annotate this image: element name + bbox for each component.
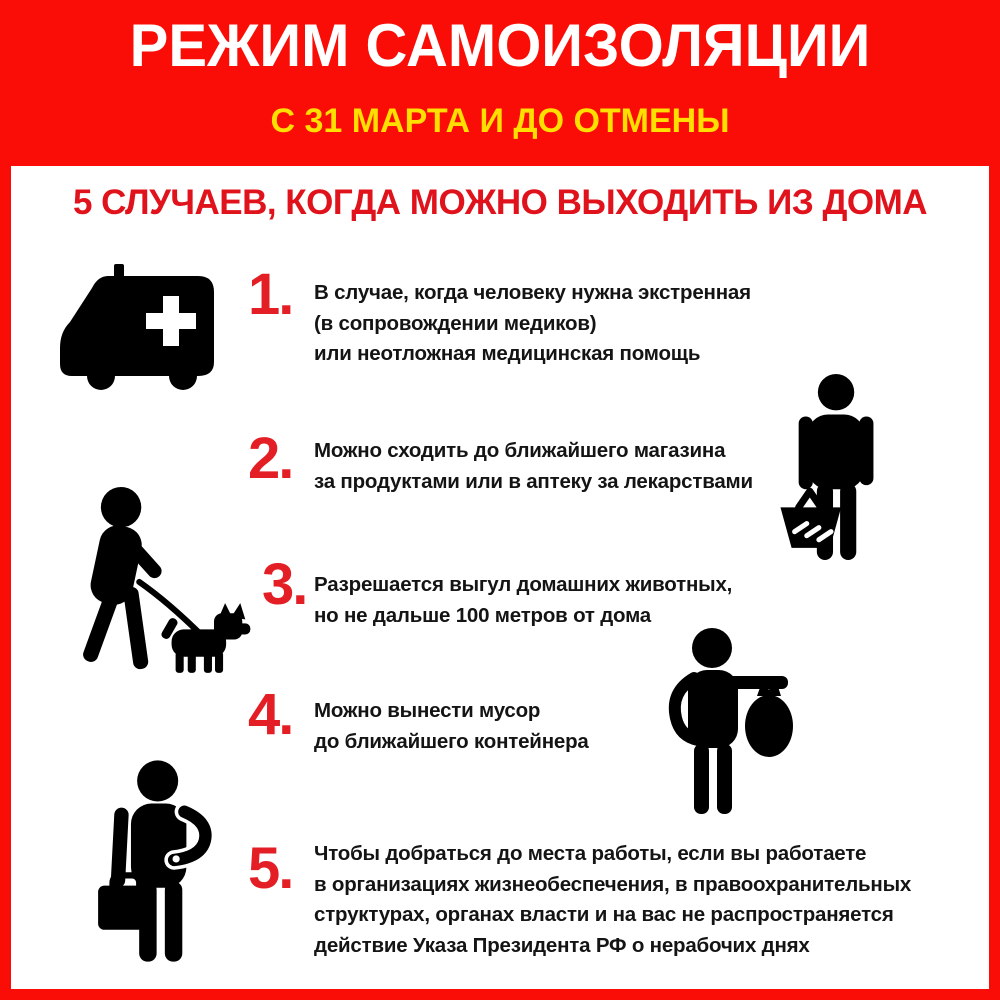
- item-number: 3.: [262, 552, 307, 617]
- dog-walker-icon: [70, 486, 258, 688]
- item-text-line: действие Указа Президента РФ о нерабочих днях: [314, 933, 810, 957]
- item-text-line: Разрешается выгул домашних животных,: [314, 573, 733, 596]
- poster-title: РЕЖИМ САМОИЗОЛЯЦИИ: [129, 11, 871, 80]
- item-text-line: Можно сходить до ближайшего магазина: [314, 439, 726, 462]
- item-text-line: в организациях жизнеобеспечения, в правоохранительных: [314, 872, 912, 896]
- item-text-line: за продуктами или в аптеку за лекарствами: [314, 469, 753, 493]
- item-text: [314, 839, 911, 961]
- item-text: [314, 436, 753, 497]
- item-text-line: Чтобы добраться до места работы, если вы работаете: [314, 842, 867, 865]
- item-number: 1.: [248, 262, 293, 327]
- worker-with-briefcase-icon: [94, 758, 248, 964]
- item-text: [314, 696, 589, 757]
- ambulance-icon: [44, 262, 226, 394]
- poster-subtitle: С 31 МАРТА И ДО ОТМЕНЫ: [270, 102, 730, 140]
- item-text-line: В случае, когда человеку нужна экстренная: [314, 281, 751, 304]
- item-text-line: структурах, органах власти и на вас не распространяется: [314, 903, 894, 926]
- person-with-trash-bag-icon: [664, 626, 798, 816]
- shopper-with-basket-icon: [760, 372, 902, 564]
- item-text: [314, 278, 751, 370]
- item-number: 5.: [248, 836, 293, 901]
- item-text-line: или неотложная медицинская помощь: [314, 342, 701, 365]
- item-text-line: но не дальше 100 метров от дома: [314, 603, 651, 627]
- item-text-line: до ближайшего контейнера: [314, 729, 589, 753]
- item-text-line: Можно вынести мусор: [314, 699, 541, 722]
- item-text-line: (в сопровождении медиков): [314, 311, 597, 335]
- panel-heading: 5 СЛУЧАЕВ, КОГДА МОЖНО ВЫХОДИТЬ ИЗ ДОМА: [72, 183, 928, 222]
- item-text: [314, 570, 732, 631]
- item-number: 4.: [248, 682, 293, 747]
- item-number: 2.: [248, 426, 293, 491]
